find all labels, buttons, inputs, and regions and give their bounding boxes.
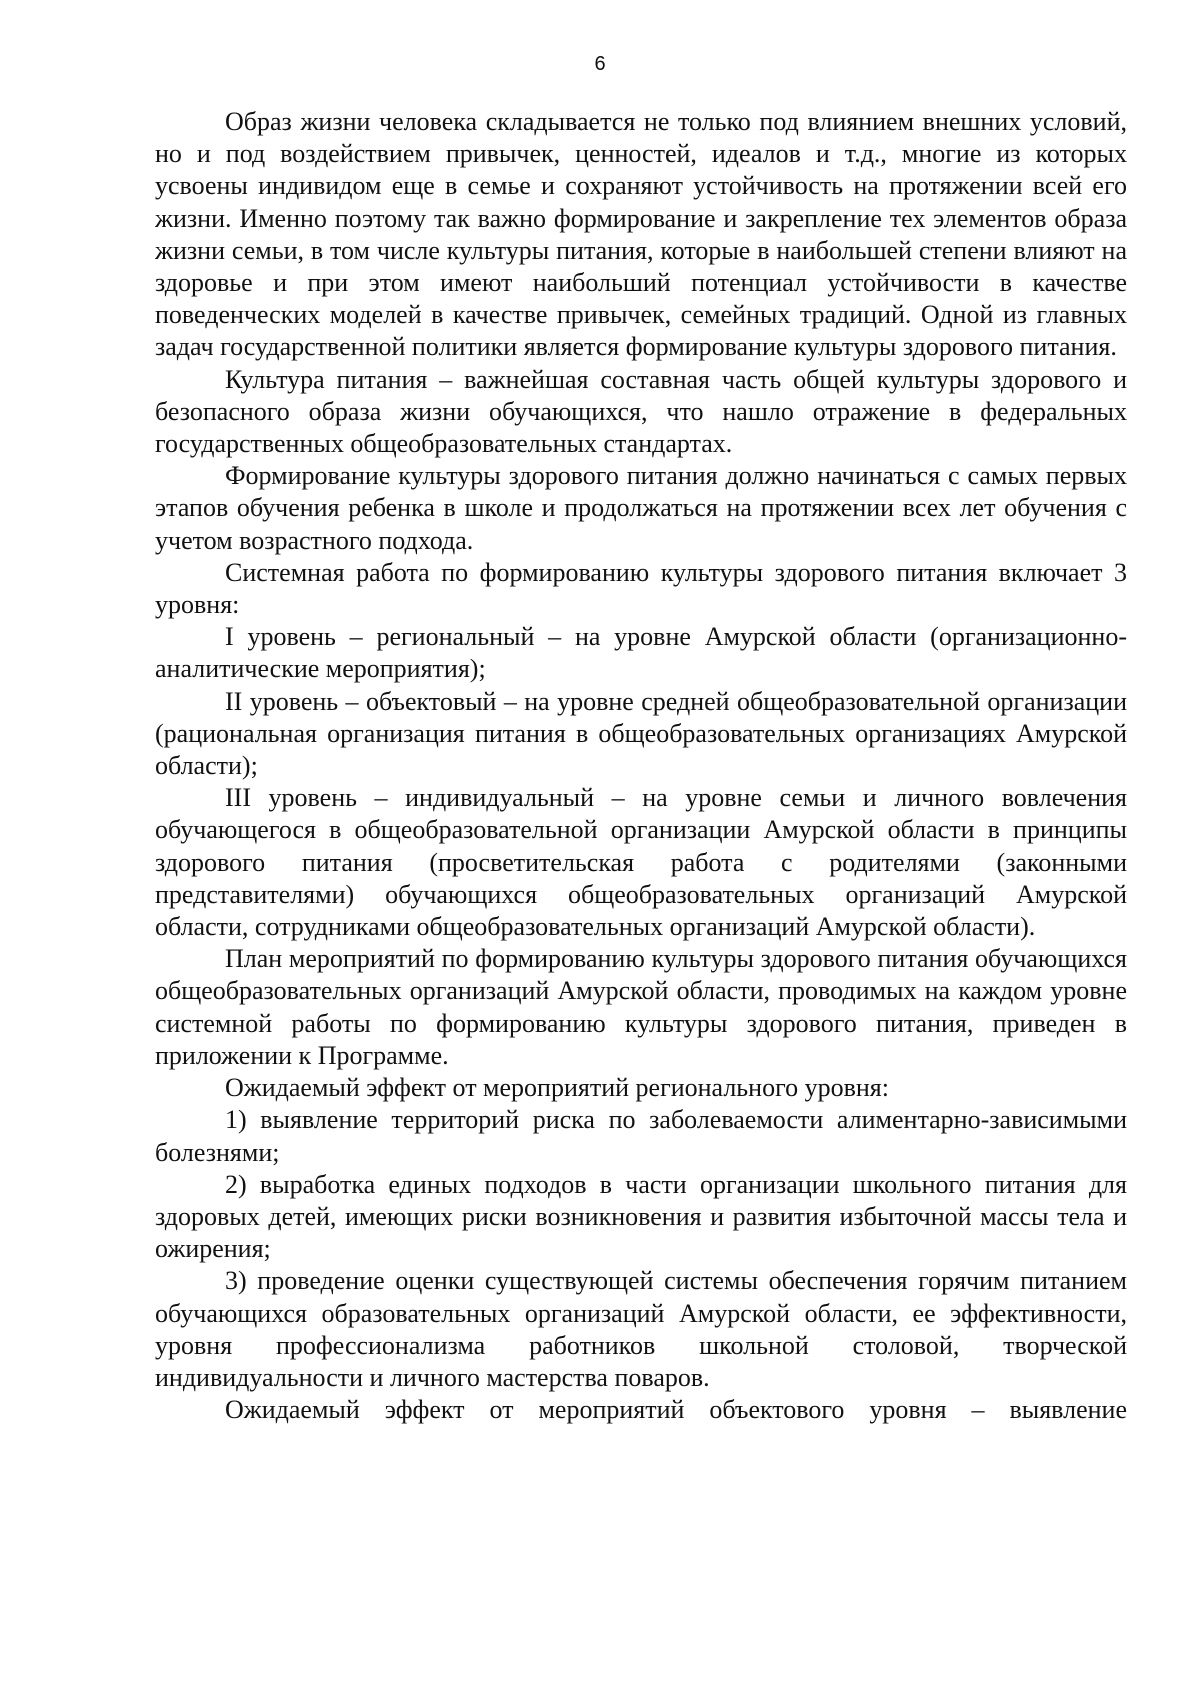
page-number: 6 <box>594 53 606 75</box>
paragraph-level-2: II уровень – объектовый – на уровне средней общеобразовательной организации (рациональная организация питания в общеобразовательных организациях Амурской области); <box>155 686 1127 781</box>
paragraph-system-work: Системная работа по формированию культуры здорового питания включает 3 уровня: <box>155 557 1127 620</box>
list-item-2: 2) выработка единых подходов в части организации школьного питания для здоровых детей, имеющих риски возникновения и развития избыточной массы тела и ожирения; <box>155 1169 1127 1264</box>
body-text <box>155 106 1127 1426</box>
paragraph-level-3: III уровень – индивидуальный – на уровне семьи и личного вовлечения обучающегося в общеобразовательной организации Амурской области в принципы здорового питания (просветительская работа с родителями (законными представителями) обучающихся общеобразовательных организаций Амурской области, сотрудниками общеобразовательных организаций Амурской области). <box>155 783 1127 942</box>
paragraph-formation: Формирование культуры здорового питания должно начинаться с самых первых этапов обучения ребенка в школе и продолжаться на протяжении всех лет обучения с учетом возрастного подхода. <box>155 461 1127 555</box>
list-item-3: 3) проведение оценки существующей системы обеспечения горячим питанием обучающихся образовательных организаций Амурской области, ее эффективности, уровня профессионализма работников школьной столовой, творческой индивидуальности и личного мастерства поваров. <box>155 1266 1127 1392</box>
paragraph-level-1: I уровень – региональный – на уровне Амурской области (организационно-аналитические мероприятия); <box>155 622 1127 684</box>
paragraph-lifestyle: Образ жизни человека складывается не только под влиянием внешних условий, но и под воздействием привычек, ценностей, идеалов и т.д., многие из которых усвоены индивидом еще в семье и сохраняют устойчивость на протяжении всей его жизни. Именно поэтому так важно формирование и закрепление тех элементов образа жизни семьи, в том числе культуры питания, которые в наибольшей степени влияют на здоровье и при этом имеют наибольший потенциал устойчивости в качестве поведенческих моделей в качестве привычек, семейных традиций. Одной из главных задач государственной политики является формирование культуры здорового питания. <box>155 107 1127 362</box>
paragraph-plan: План мероприятий по формированию культуры здорового питания обучающихся общеобразовательных организаций Амурской области, проводимых на каждом уровне системной работы по формированию культуры здорового питания, приведен в приложении к Программе. <box>155 944 1127 1070</box>
paragraph-regional-effect: Ожидаемый эффект от мероприятий регионального уровня: <box>225 1073 889 1103</box>
paragraph-nutrition-culture: Культура питания – важнейшая составная часть общей культуры здорового и безопасного образа жизни обучающихся, что нашло отражение в федеральных государственных общеобразовательных стандартах. <box>155 364 1127 459</box>
paragraph-object-effect: Ожидаемый эффект от мероприятий объектового уровня – выявление <box>225 1395 1127 1425</box>
list-item-1: 1) выявление территорий риска по заболеваемости алиментарно-зависимыми болезнями; <box>155 1105 1127 1167</box>
